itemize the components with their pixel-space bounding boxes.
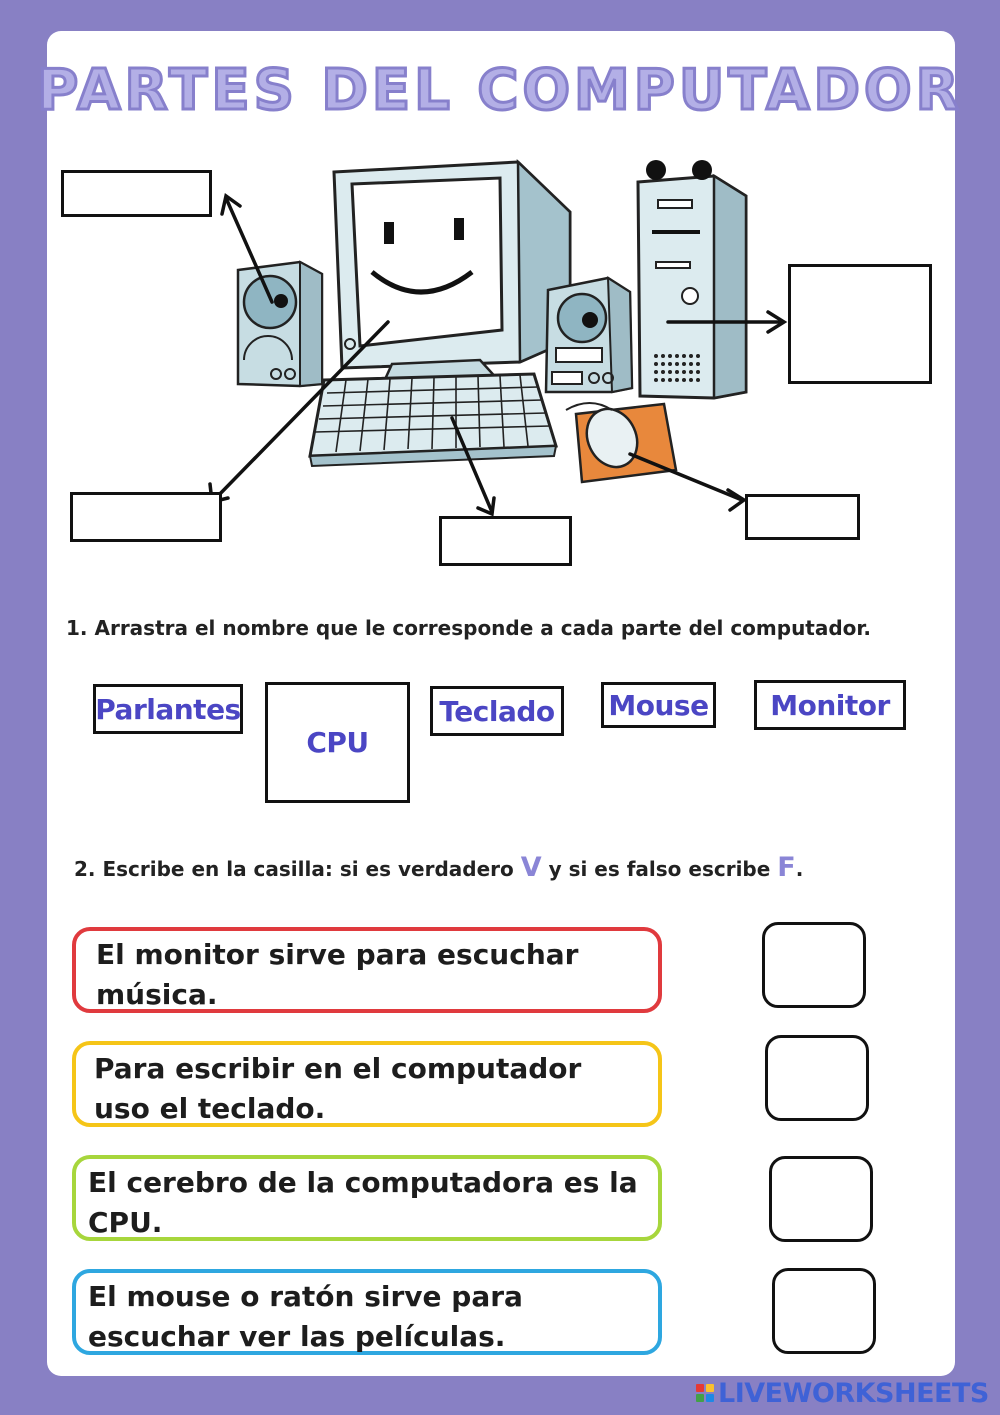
- answer-box-1[interactable]: [762, 922, 866, 1008]
- answer-box-3[interactable]: [769, 1156, 873, 1242]
- instruction-1: 1. Arrastra el nombre que le corresponde a cada parte del computador.: [66, 616, 872, 640]
- statement-4: El mouse o ratón sirve para escuchar ver las películas.: [72, 1269, 662, 1355]
- instruction-2: [74, 852, 803, 883]
- true-letter: V: [520, 852, 542, 883]
- drop-box-bottom-center[interactable]: [439, 516, 572, 566]
- monitor-image: [334, 162, 570, 386]
- drop-box-top-left[interactable]: [61, 170, 212, 217]
- answer-box-2[interactable]: [765, 1035, 869, 1121]
- statement-1: El monitor sirve para escuchar música.: [72, 927, 662, 1013]
- cpu-tower-image: [638, 160, 746, 398]
- statement-2: Para escribir en el computador uso el teclado.: [72, 1041, 662, 1127]
- liveworksheets-logo: [696, 1377, 989, 1409]
- chip-teclado[interactable]: Teclado: [430, 686, 564, 736]
- keyboard-image: [310, 374, 556, 466]
- mouse-image: [566, 401, 676, 482]
- answer-box-4[interactable]: [772, 1268, 876, 1354]
- left-speaker-image: [238, 262, 322, 386]
- chip-monitor[interactable]: Monitor: [754, 680, 906, 730]
- statement-3: El cerebro de la computadora es la CPU.: [72, 1155, 662, 1241]
- page-title: PARTES DEL COMPUTADOR: [37, 58, 963, 123]
- brand-name: LIVEWORKSHEETS: [718, 1377, 989, 1409]
- instruction-2-pre: 2. Escribe en la casilla: si es verdadero: [74, 857, 521, 881]
- liveworksheets-logo-icon: [696, 1384, 714, 1402]
- chip-parlantes[interactable]: Parlantes: [93, 684, 243, 734]
- drop-box-bottom-right[interactable]: [745, 494, 860, 540]
- instruction-2-mid: y si es falso escribe: [541, 857, 778, 881]
- drop-box-bottom-left[interactable]: [70, 492, 222, 542]
- right-speaker-image: [546, 278, 632, 392]
- false-letter: F: [777, 852, 796, 883]
- chip-cpu[interactable]: CPU: [265, 682, 410, 803]
- chip-mouse[interactable]: Mouse: [601, 682, 716, 728]
- drop-box-right-cpu[interactable]: [788, 264, 932, 384]
- instruction-2-end: .: [795, 857, 804, 881]
